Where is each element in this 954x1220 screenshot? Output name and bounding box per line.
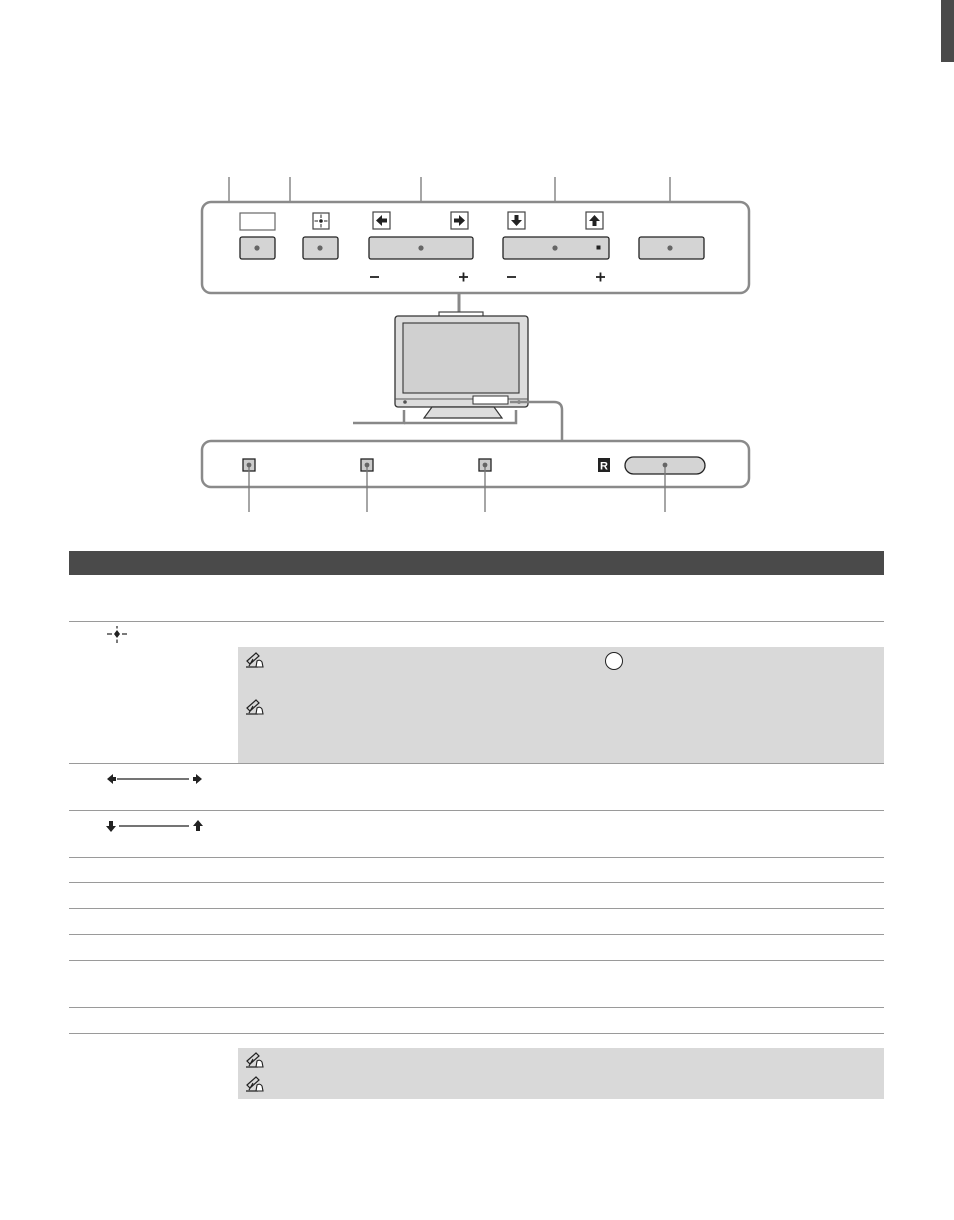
left-right-arrow-icon — [105, 772, 205, 786]
arrow-left-icon — [373, 212, 390, 229]
r-mark-icon — [598, 458, 610, 473]
table-header — [69, 551, 884, 575]
table-row-7 — [69, 909, 884, 935]
note-box — [238, 1048, 884, 1099]
memo-pencil-icon — [244, 698, 266, 716]
memo-pencil-icon — [244, 1075, 266, 1093]
table-row-4 — [69, 811, 884, 858]
arrow-right-icon — [451, 212, 468, 229]
monitor-illustration — [395, 312, 528, 418]
table-row-1 — [69, 575, 884, 622]
monitor-controls-diagram — [0, 0, 954, 540]
description-table — [69, 551, 884, 1100]
table-row-8 — [69, 935, 884, 961]
circle-center-icon — [605, 652, 623, 670]
table-row-5 — [69, 858, 884, 883]
blank-label-icon — [240, 213, 275, 230]
table-row-3 — [69, 764, 884, 811]
note-box — [238, 647, 884, 763]
table-row-9 — [69, 961, 884, 1008]
memo-pencil-icon — [244, 651, 266, 669]
table-row-2 — [69, 622, 884, 764]
down-up-arrow-icon — [105, 819, 205, 833]
center-cursor-icon — [313, 213, 329, 229]
memo-pencil-icon — [244, 1051, 266, 1069]
arrow-down-icon — [508, 212, 525, 229]
table-row-6 — [69, 883, 884, 909]
table-row-11 — [69, 1034, 884, 1100]
center-cursor-icon — [105, 626, 129, 648]
button-4-dot — [597, 246, 601, 250]
arrow-up-icon — [586, 212, 603, 229]
svg-text:R: R — [600, 460, 608, 473]
table-row-10 — [69, 1008, 884, 1034]
